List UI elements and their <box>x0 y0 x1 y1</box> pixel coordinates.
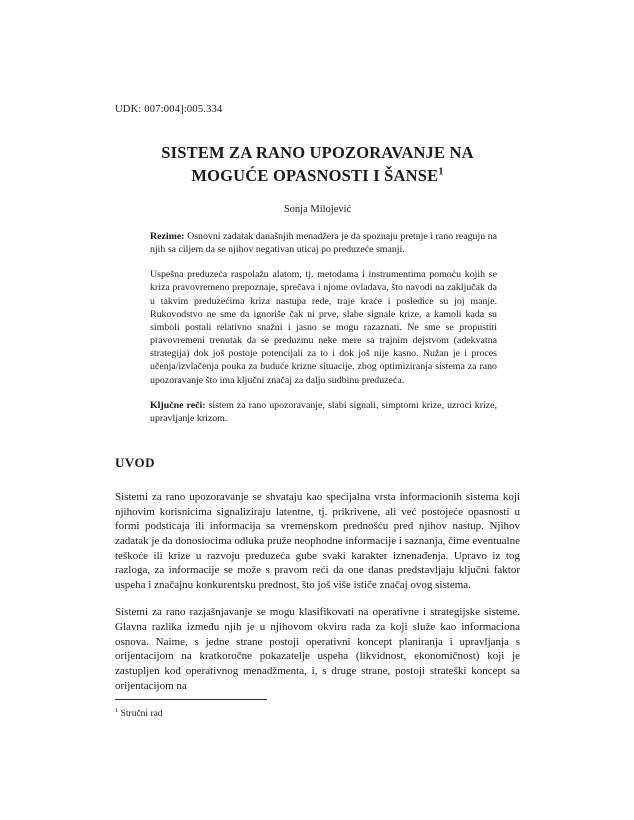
keywords-paragraph <box>150 399 497 425</box>
paper-title <box>129 141 506 188</box>
footnote-ref: 1 <box>115 707 119 714</box>
paper-title-line2: MOGUĆE OPASNOSTI I ŠANSE <box>191 166 439 186</box>
body-paragraph-1: Sistemi za rano upozoravanje se shvataju kao specijalna vrsta informacionih sistema koji njihovim korisnicima signaliziraju latentne, tj. prikrivene, ali već postojeće opasnosti u formi podsticaja ili informacija sa vremenskom prednošću pred njihov nastup. Njihov zadatak je da donosiocima odluka pruže neophodne informacije i saznanja, čime eventualne teškoće ili krize u razvoju preduzeća gube svaki karakter iznenađenja. Upravo iz tog razloga, za informacije se može s pravom reći da one danas predstavljaju ključni faktor uspeha i značajnu konkurentsku prednost, što još više ističe značaj ovog sistema. <box>115 491 520 591</box>
abstract-block <box>150 230 497 425</box>
keywords-text: sistem za rano upozoravanje, slabi signali, simptomi krize, uzroci krize, upravljanje krizom. <box>150 399 497 424</box>
section-heading-uvod: UVOD <box>115 455 156 471</box>
footnote-separator-rule <box>115 699 267 700</box>
footnote-text <box>115 707 520 719</box>
abstract-rezime-paragraph <box>150 230 497 256</box>
rezime-text: Osnovni zadatak današnjih menadžera je da spoznaju pretnje i rano reaguju na njih sa ciljem da se njihov negativan uticaj po preduzeće smanji. <box>150 230 498 256</box>
body-text <box>115 490 520 693</box>
author-name: Sonja Milojević <box>283 203 352 215</box>
keywords-label: Ključne reči: <box>150 399 206 411</box>
abstract-paragraph-2: Uspešna preduzeća raspolažu alatom, tj. metodama i instrumentima pomoću kojih se kriza pravovremeno prepoznaje, sprečava i njome ovladava, što navodi na zaključak da u takvim preduzećima kriza nastupa rede, traje kraće i posledice su joj manje. Rukovodstvo ne sme da ignoriše čak ni prve, slabe signale krize, a kamoli kada su simboli postali relativno snažni i jasno se mogu razaznati. Ne sme se propustiti pravovremeni trenutak da se preduzmu neke mere sa trajnim dejstvom (adekvatna strategija) dok još postoje potencijali za to i dok još nije kasno. Nužan je i proces učenja/izvlačenja pouka za buduće krizne situacije, zbog optimiziranja sistema za rano upozoravanje što ima ključni značaj za dalju sudbinu preduzeća. <box>150 269 497 386</box>
rezime-label: Rezime: <box>150 230 185 242</box>
udk-number: UDK: 007:004]:005.334 <box>115 104 223 115</box>
title-footnote-ref: 1 <box>438 166 444 178</box>
body-paragraph-2: Sistemi za rano razjašnjavanje se mogu klasifikovati na operativne i strategijske sisteme. Glavna razlika između njih je u njihovom okviru rada za koji služe kao informaciona osnova. Naime, s jedne strane postoji operativni koncept planiranja i upravljanja s orijentacijom na kratkoročne pokazatelje uspeha (likvidnost, ekonomičnost) koji je zastupljen kod operativnog menadžmenta, i, s druge strane, postoji strateški koncept sa orijentacijom na <box>115 606 520 692</box>
footnote-area <box>115 699 520 719</box>
paper-title-line1: SISTEM ZA RANO UPOZORAVANJE NA <box>161 143 474 162</box>
footnote-label: Stručni rad <box>120 709 163 720</box>
